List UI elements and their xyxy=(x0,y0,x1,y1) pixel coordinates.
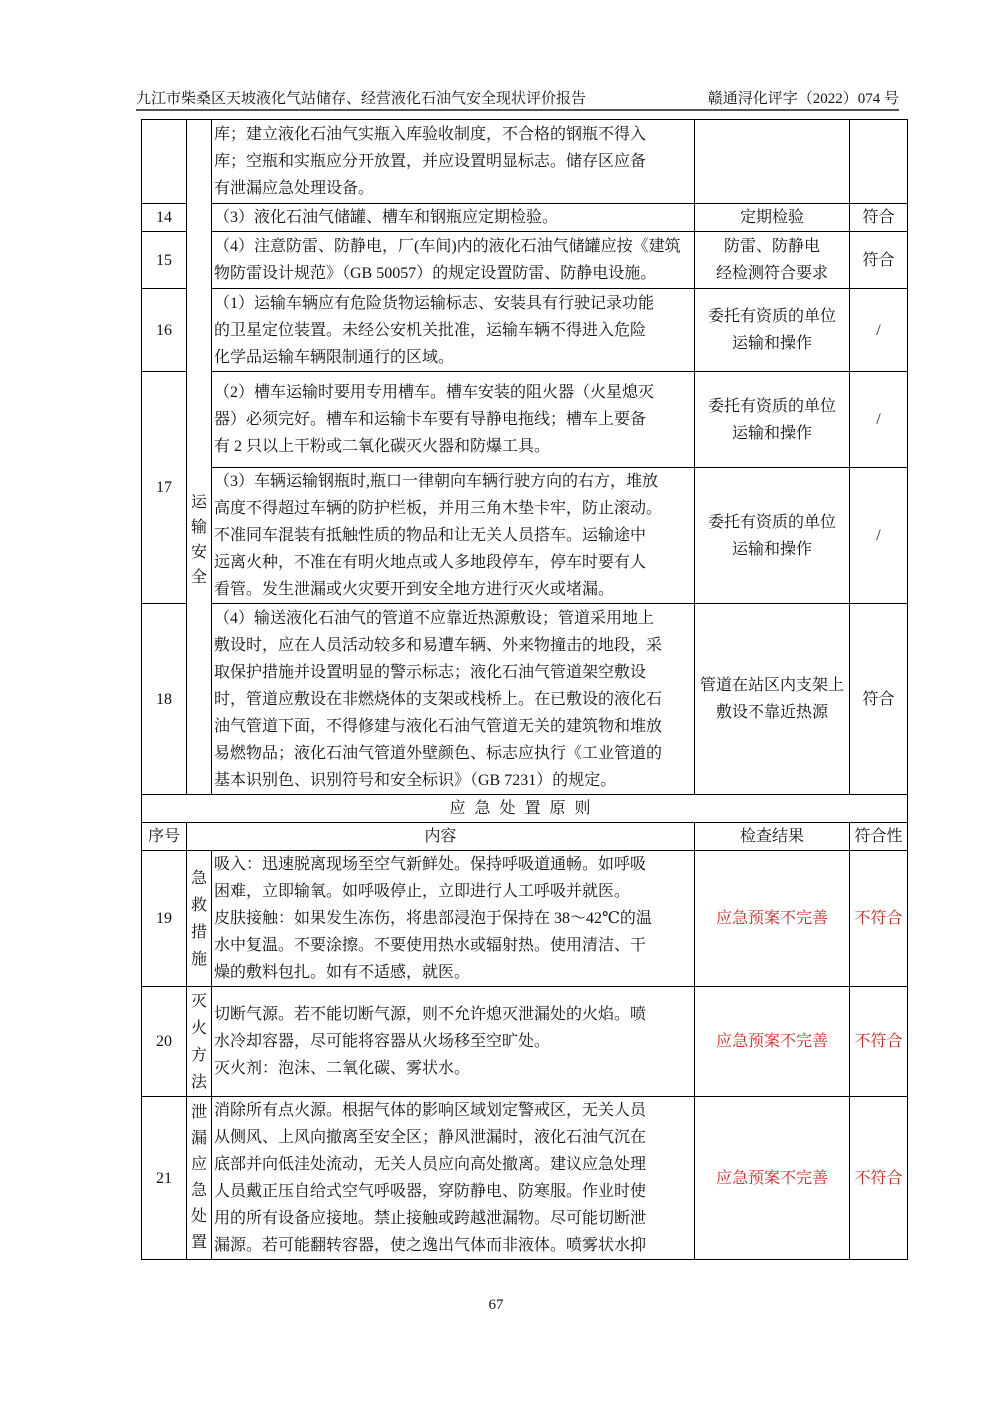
text-line: （3）液化石油气储罐、槽车和钢瓶应定期检验。 xyxy=(214,209,559,226)
content-cell xyxy=(212,289,695,372)
result-cell xyxy=(695,1097,850,1260)
row-number: 21 xyxy=(142,1097,187,1260)
conformity-cell: 符合 xyxy=(850,204,908,232)
text-line: 用的所有设备应接地。禁止接触或跨越泄漏物。尽可能切断泄 xyxy=(214,1210,647,1227)
text-line: 皮肤接触：如果发生冻伤，将患部浸泡于保持在 38～42℃的温 xyxy=(214,910,652,927)
page-number: 67 xyxy=(488,1297,504,1313)
result-cell xyxy=(695,232,850,289)
conformity-cell: 符合 xyxy=(850,604,908,795)
text-line: 管道在站区内支架上 xyxy=(699,677,844,694)
table-row xyxy=(142,851,908,987)
text-line: 定期检验 xyxy=(739,209,804,226)
text-line: 运输和操作 xyxy=(731,424,812,442)
report-title: 九江市柴桑区天坡液化气站储存、经营液化石油气安全现状评价报告 xyxy=(136,91,587,107)
row-number: 19 xyxy=(142,851,187,987)
header-content: 内容 xyxy=(187,823,695,851)
text-line: 水冷却容器，尽可能将容器从火场移至空旷处。 xyxy=(214,1033,551,1050)
text-line: 看管。发生泄漏或火灾要开到安全地方进行灭火或堵漏。 xyxy=(214,581,615,598)
text-line: 有泄漏应急处理设备。 xyxy=(214,180,375,197)
text-line: （2）槽车运输时要用专用槽车。槽车安装的阻火器（火星熄灭 xyxy=(214,384,655,401)
text-line: 困难，立即输氧。如呼吸停止，立即进行人工呼吸并就医。 xyxy=(214,883,631,900)
text-line: 灭火剂：泡沫、二氧化碳、雾状水。 xyxy=(214,1060,471,1077)
table-row xyxy=(142,120,908,204)
text-line: 委托有资质的单位 xyxy=(707,308,836,325)
text-line: 油气管道下面，不得修建与液化石油气管道无关的建筑物和堆放 xyxy=(214,717,663,735)
section-title: 应急处置原则 xyxy=(142,795,908,823)
category-label: 泄漏应急处置 xyxy=(191,1104,208,1251)
text-line: 取保护措施并设置明显的警示标志；液化石油气管道架空敷设 xyxy=(214,663,647,681)
header-conformity: 符合性 xyxy=(850,823,908,851)
text-line: 委托有资质的单位 xyxy=(707,397,836,415)
content-cell xyxy=(212,851,695,987)
text-line: 基本识别色、识别符号和安全标识》（GB 7231）的规定。 xyxy=(214,771,617,789)
result-cell xyxy=(695,604,850,795)
text-line: 防雷、防静电 xyxy=(723,238,820,255)
text-line: 易燃物品；液化石油气管道外壁颜色、标志应执行《工业管道的 xyxy=(214,744,663,762)
conformity-cell: 符合 xyxy=(850,232,908,289)
table-row xyxy=(142,1097,908,1260)
table-row xyxy=(142,468,908,604)
text-line: （3）车辆运输钢瓶时,瓶口一律朝向车辆行驶方向的右方，堆放 xyxy=(214,473,659,490)
text-line: 不准同车混装有抵触性质的物品和让无关人员搭车。运输途中 xyxy=(214,527,647,544)
header-result: 检查结果 xyxy=(695,823,850,851)
category-cell xyxy=(187,1097,212,1260)
text-line: （4）输送液化石油气的管道不应靠近热源敷设；管道采用地上 xyxy=(214,609,655,627)
text-line: 敷设不靠近热源 xyxy=(715,704,828,721)
table-row xyxy=(142,232,908,289)
document-number: 赣通浔化评字（2022）074 号 xyxy=(707,91,899,107)
result-cell xyxy=(695,987,850,1097)
content-cell xyxy=(212,987,695,1097)
category-label: 灭火方法 xyxy=(191,992,208,1091)
text-line: 应急预案不完善 xyxy=(715,910,828,927)
text-line: 库；建立液化石油气实瓶入库验收制度，不合格的钢瓶不得入 xyxy=(214,126,647,143)
text-line: 应急预案不完善 xyxy=(715,1169,828,1187)
conformity-cell: / xyxy=(850,372,908,468)
category-label: 运输安全 xyxy=(191,494,208,586)
table-row xyxy=(142,987,908,1097)
content-cell xyxy=(212,232,695,289)
table-row xyxy=(142,372,908,468)
text-line: 远离火种，不准在有明火地点或人多地段停车，停车时要有人 xyxy=(214,554,647,571)
text-line: （4）注意防雷、防静电，厂(车间)内的液化石油气储罐应按《建筑 xyxy=(214,238,681,255)
text-line: 器）必须完好。槽车和运输卡车要有导静电拖线；槽车上要备 xyxy=(214,411,647,428)
content-cell xyxy=(212,204,695,232)
result-cell xyxy=(695,204,850,232)
text-line: 库；空瓶和实瓶应分开放置，并应设置明显标志。储存区应备 xyxy=(214,153,647,170)
text-line: 经检测符合要求 xyxy=(715,265,828,282)
row-number: 17 xyxy=(142,372,187,604)
table-row xyxy=(142,604,908,795)
conformity-cell: / xyxy=(850,289,908,372)
result-cell xyxy=(695,120,850,204)
text-line: （1）运输车辆应有危险货物运输标志、安装具有行驶记录功能 xyxy=(214,294,655,312)
text-line: 吸入：迅速脱离现场至空气新鲜处。保持呼吸道通畅。如呼吸 xyxy=(214,856,647,873)
page-header xyxy=(136,87,899,111)
text-line: 敷设时，应在人员活动较多和易遭车辆、外来物撞击的地段，采 xyxy=(214,636,663,654)
conformity-cell: 不符合 xyxy=(850,1097,908,1260)
text-line: 高度不得超过车辆的防护栏板，并用三角木垫卡牢，防止滚动。 xyxy=(214,500,663,517)
safety-check-table xyxy=(141,119,908,1260)
text-line: 从侧风、上风向撤离至安全区；静风泄漏时，液化石油气沉在 xyxy=(214,1129,647,1146)
conformity-cell xyxy=(850,120,908,204)
category-cell xyxy=(187,987,212,1097)
text-line: 燥的敷料包扎。如有不适感，就医。 xyxy=(214,964,471,981)
header-no: 序号 xyxy=(142,823,187,851)
content-cell xyxy=(212,604,695,795)
section-title-row xyxy=(142,795,908,823)
conformity-cell: 不符合 xyxy=(850,987,908,1097)
conformity-cell: / xyxy=(850,468,908,604)
text-line: 消除所有点火源。根据气体的影响区域划定警戒区，无关人员 xyxy=(214,1102,647,1119)
text-line: 时，管道应敷设在非燃烧体的支架或栈桥上。在已敷设的液化石 xyxy=(214,690,663,708)
row-number: 14 xyxy=(142,204,187,232)
table-row xyxy=(142,204,908,232)
text-line: 委托有资质的单位 xyxy=(707,513,836,531)
text-line: 切断气源。若不能切断气源，则不允许熄灭泄漏处的火焰。喷 xyxy=(214,1006,647,1023)
category-cell xyxy=(187,851,212,987)
conformity-cell: 不符合 xyxy=(850,851,908,987)
row-number: 15 xyxy=(142,232,187,289)
text-line: 运输和操作 xyxy=(731,335,812,352)
text-line: 的卫星定位装置。未经公安机关批准，运输车辆不得进入危险 xyxy=(214,321,647,339)
text-line: 水中复温。不要涂擦。不要使用热水或辐射热。使用清洁、干 xyxy=(214,937,647,954)
row-number: 20 xyxy=(142,987,187,1097)
result-cell xyxy=(695,851,850,987)
result-cell xyxy=(695,289,850,372)
text-line: 底部并向低洼处流动，无关人员应向高处撤离。建议应急处理 xyxy=(214,1156,647,1173)
row-number: 18 xyxy=(142,604,187,795)
result-cell xyxy=(695,468,850,604)
row-number: 16 xyxy=(142,289,187,372)
category-cell xyxy=(187,120,212,795)
text-line: 有 2 只以上干粉或二氧化碳灭火器和防爆工具。 xyxy=(214,438,551,455)
content-cell xyxy=(212,468,695,604)
text-line: 漏源。若可能翻转容器，使之逸出气体而非液体。喷雾状水抑 xyxy=(214,1237,647,1254)
text-line: 应急预案不完善 xyxy=(715,1033,828,1050)
column-header-row xyxy=(142,823,908,851)
text-line: 化学品运输车辆限制通行的区域。 xyxy=(214,348,455,366)
category-label: 急救措施 xyxy=(191,869,208,968)
content-cell xyxy=(212,372,695,468)
content-cell xyxy=(212,1097,695,1260)
row-number xyxy=(142,120,187,204)
content-cell xyxy=(212,120,695,204)
text-line: 运输和操作 xyxy=(731,540,812,558)
table-row xyxy=(142,289,908,372)
text-line: 人员戴正压自给式空气呼吸器，穿防静电、防寒服。作业时使 xyxy=(214,1183,647,1200)
result-cell xyxy=(695,372,850,468)
text-line: 物防雷设计规范》（GB 50057）的规定设置防雷、防静电设施。 xyxy=(214,265,657,282)
